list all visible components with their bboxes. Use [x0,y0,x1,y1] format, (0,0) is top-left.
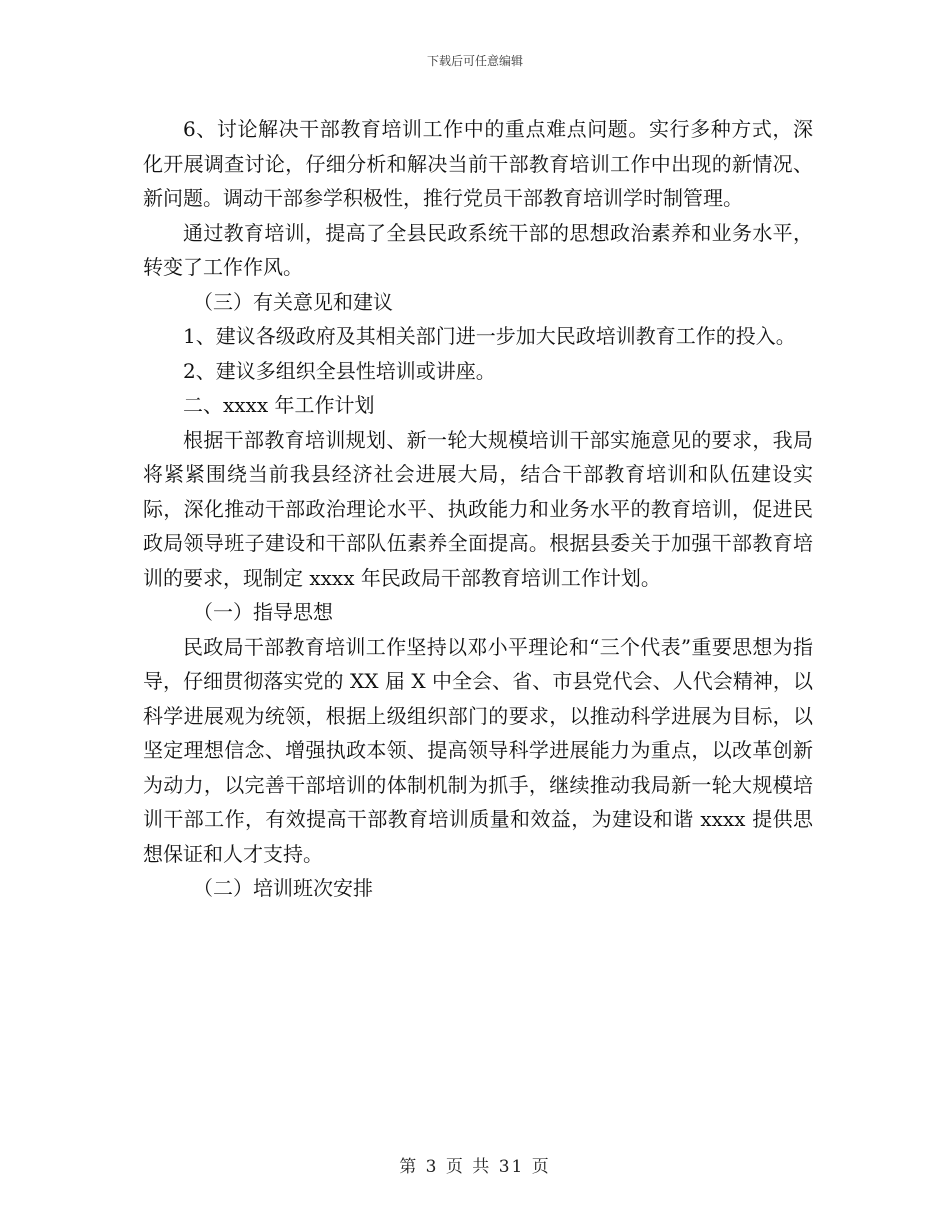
page-number-footer: 第 3 页 共 31 页 [399,1157,551,1177]
section-heading-suggestions: （三）有关意见和建议 [193,289,393,314]
section-heading-guiding-ideology: （一）指导思想 [193,600,333,624]
paragraph-suggestion-2: 2、建议多组织全县性培训或讲座。 [183,358,496,383]
paragraph-summary: 通过教育培训，提高了全县民政系统干部的思想政治素养和业务水平，转变了工作作风。 [143,220,813,279]
document-body [143,112,813,906]
paragraph-suggestion-1: 1、建议各级政府及其相关部门进一步加大民政培训教育工作的投入。 [183,324,796,348]
paragraph-item-6: 6、讨论解决干部教育培训工作中的重点难点问题。实行多种方式，深化开展调查讨论，仔细分析和解决当前干部教育培训工作中出现的新情况、新问题。调动干部参学积极性，推行党员干部教育培训学时制管理。 [143,117,813,210]
paragraph-guiding-ideology: 民政局干部教育培训工作坚持以邓小平理论和“三个代表”重要思想为指导，仔细贯彻落实党的 XX 届 X 中全会、省、市县党代会、人代会精神，以科学进展观为统领，根据上级组织部门的要求，以推动科学进展为目标，以坚定理想信念、增强执政本领、提高领导科学进展能力为重点，以改革创新为动力，以完善干部培训的体制机制为抓手，继续推动我局新一轮大规模培训干部工作，有效提高干部教育培训质量和效益，为建设和谐 xxxx 提供思想保证和人才支持。 [143,634,813,866]
section-heading-class-arrangement: （二）培训班次安排 [193,876,373,900]
section-heading-work-plan: 二、xxxx 年工作计划 [183,393,375,417]
page-header-note: 下载后可任意编辑 [426,54,523,68]
paragraph-plan-intro: 根据干部教育培训规划、新一轮大规模培训干部实施意见的要求，我局将紧紧围绕当前我县经济社会进展大局，结合干部教育培训和队伍建设实际，深化推动干部政治理论水平、执政能力和业务水平的教育培训，促进民政局领导班子建设和干部队伍素养全面提高。根据县委关于加强干部教育培训的要求，现制定 xxxx 年民政局干部教育培训工作计划。 [143,427,813,590]
